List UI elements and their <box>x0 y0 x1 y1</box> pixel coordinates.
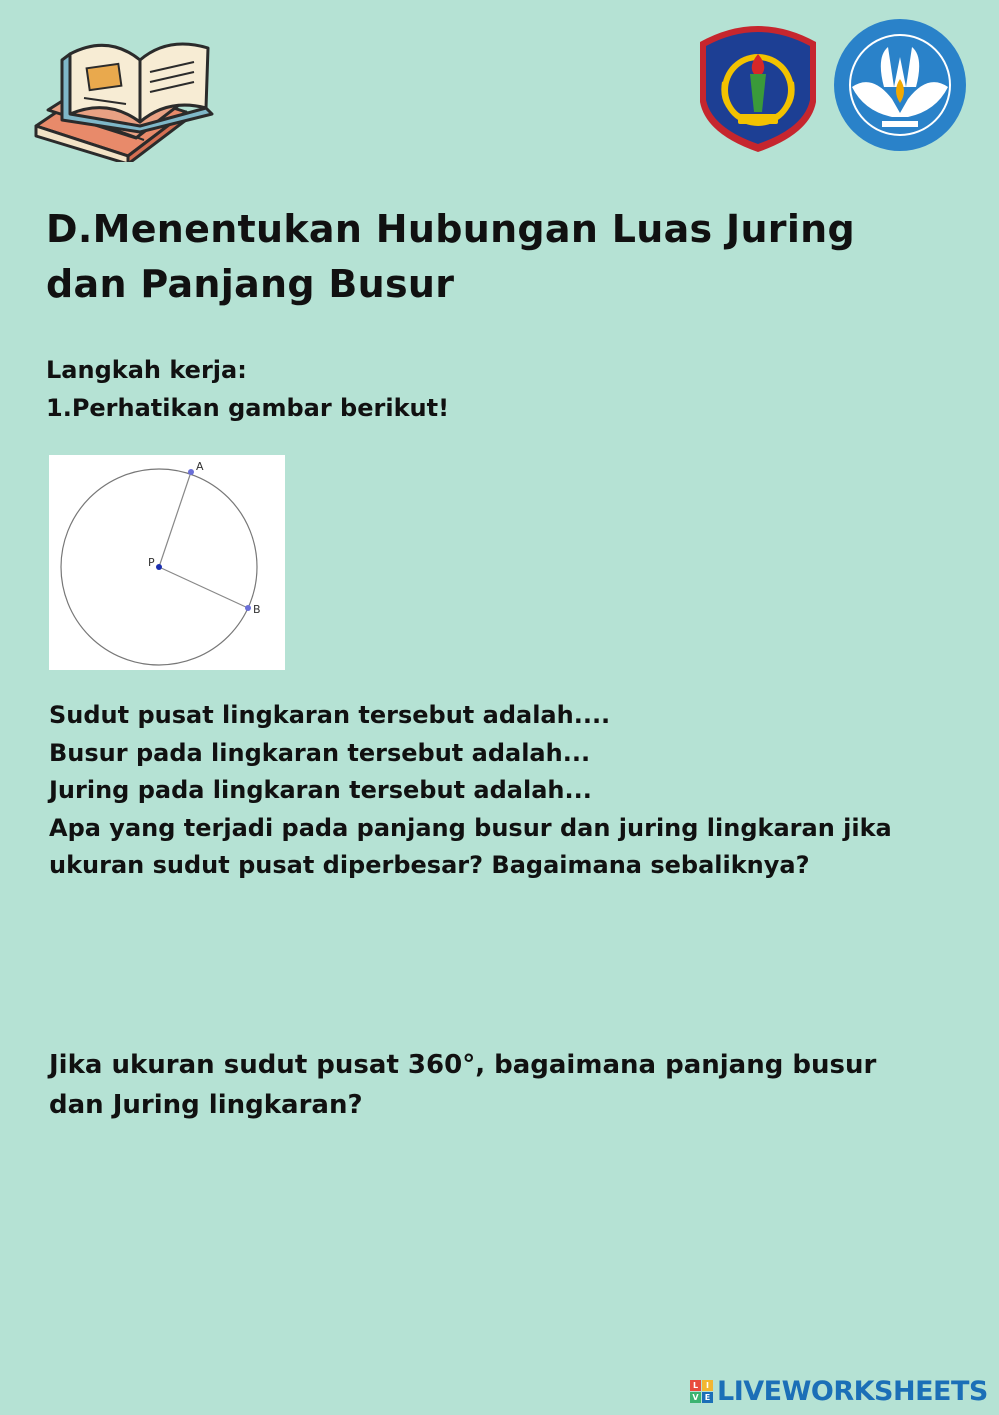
point-a-dot <box>188 469 194 475</box>
final-question <box>49 1045 909 1125</box>
step-1: 1.Perhatikan gambar berikut! <box>46 393 450 422</box>
questions-block <box>49 697 949 885</box>
final-question-line-2: dan Juring lingkaran? <box>49 1090 363 1120</box>
point-p-label: P <box>148 556 155 569</box>
point-p-dot <box>156 564 162 570</box>
final-question-line-1: Jika ukuran sudut pusat 360°, bagaimana panjang busur <box>49 1050 877 1080</box>
liveworksheets-wordmark: LIVEWORKSHEETS <box>717 1375 988 1407</box>
question-3: Juring pada lingkaran tersebut adalah... <box>49 776 592 804</box>
upgrisba-logo <box>690 16 826 154</box>
circle-diagram <box>49 455 285 670</box>
question-1: Sudut pusat lingkaran tersebut adalah.... <box>49 701 611 729</box>
liveworksheets-logo-icon <box>690 1380 713 1403</box>
page-title: D.Menentukan Hubungan Luas Juring dan Panjang Busur <box>46 207 856 306</box>
steps-heading: Langkah kerja: <box>46 356 247 384</box>
grid-cell-v: V <box>690 1392 701 1403</box>
grid-cell-i: I <box>702 1380 713 1391</box>
point-b-dot <box>245 605 251 611</box>
point-b-label: B <box>253 603 261 616</box>
question-4-line-1: Apa yang terjadi pada panjang busur dan juring lingkaran jika <box>49 813 892 842</box>
instructions <box>46 352 449 427</box>
grid-cell-e: E <box>702 1392 713 1403</box>
point-a-label: A <box>196 460 204 473</box>
question-4-line-2: ukuran sudut pusat diperbesar? Bagaimana sebaliknya? <box>49 851 810 879</box>
radius-pb <box>159 567 248 608</box>
book-stack-icon <box>28 14 218 162</box>
question-2: Busur pada lingkaran tersebut adalah... <box>49 738 591 767</box>
liveworksheets-brand[interactable] <box>690 1375 988 1407</box>
grid-cell-l: L <box>690 1380 701 1391</box>
tut-wuri-handayani-logo <box>832 17 968 153</box>
radius-pa <box>159 472 191 567</box>
